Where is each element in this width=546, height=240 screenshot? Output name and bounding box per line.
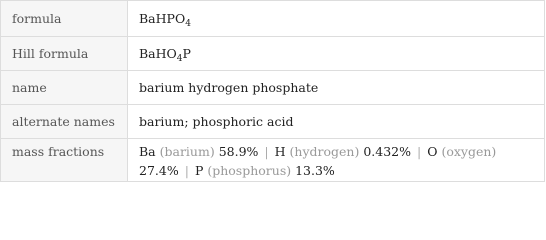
table-row-formula xyxy=(1,1,545,37)
fraction-o-symbol: O xyxy=(427,144,438,159)
fraction-p-name: (phosphorus) xyxy=(207,163,292,178)
fraction-ba-symbol: Ba xyxy=(139,144,156,159)
fraction-ba-percent: 58.9% xyxy=(218,144,259,159)
fraction-o-percent: 27.4% xyxy=(139,163,179,178)
fraction-p-symbol: P xyxy=(194,163,204,178)
table-row-name xyxy=(1,71,545,105)
fraction-p-percent: 13.3% xyxy=(295,163,335,178)
fraction-o-name: (oxygen) xyxy=(441,144,497,159)
table-row-alternate-names xyxy=(1,105,545,139)
fraction-h-percent: 0.432% xyxy=(363,144,412,159)
fraction-separator: | xyxy=(184,163,189,178)
fraction-h-symbol: H xyxy=(274,144,286,159)
formula-label: formula xyxy=(1,1,128,37)
hill-formula-subscript: 4 xyxy=(176,54,183,64)
mass-fractions-value xyxy=(128,139,545,182)
fraction-h xyxy=(275,144,411,159)
name-label: name xyxy=(1,71,128,105)
table-row-hill-formula xyxy=(1,37,545,71)
hill-formula-value xyxy=(128,37,545,71)
hill-formula-label: Hill formula xyxy=(1,37,128,71)
fraction-separator: | xyxy=(417,144,422,159)
name-value: barium hydrogen phosphate xyxy=(128,71,545,105)
hill-formula-tail: P xyxy=(182,46,191,61)
formula-value xyxy=(128,1,545,37)
formula-subscript: 4 xyxy=(185,19,191,29)
formula-main: BaHPO xyxy=(139,11,186,26)
fraction-h-name: (hydrogen) xyxy=(289,144,360,159)
fraction-ba-name: (barium) xyxy=(159,144,215,159)
fraction-p xyxy=(195,163,335,178)
mass-fractions-label: mass fractions xyxy=(1,139,128,182)
fraction-separator: | xyxy=(264,144,269,159)
hill-formula-main: BaHO xyxy=(139,46,177,61)
alternate-names-label: alternate names xyxy=(1,105,128,139)
alternate-names-value: barium; phosphoric acid xyxy=(128,105,545,139)
table-row-mass-fractions xyxy=(1,139,545,182)
fraction-ba xyxy=(139,144,258,159)
